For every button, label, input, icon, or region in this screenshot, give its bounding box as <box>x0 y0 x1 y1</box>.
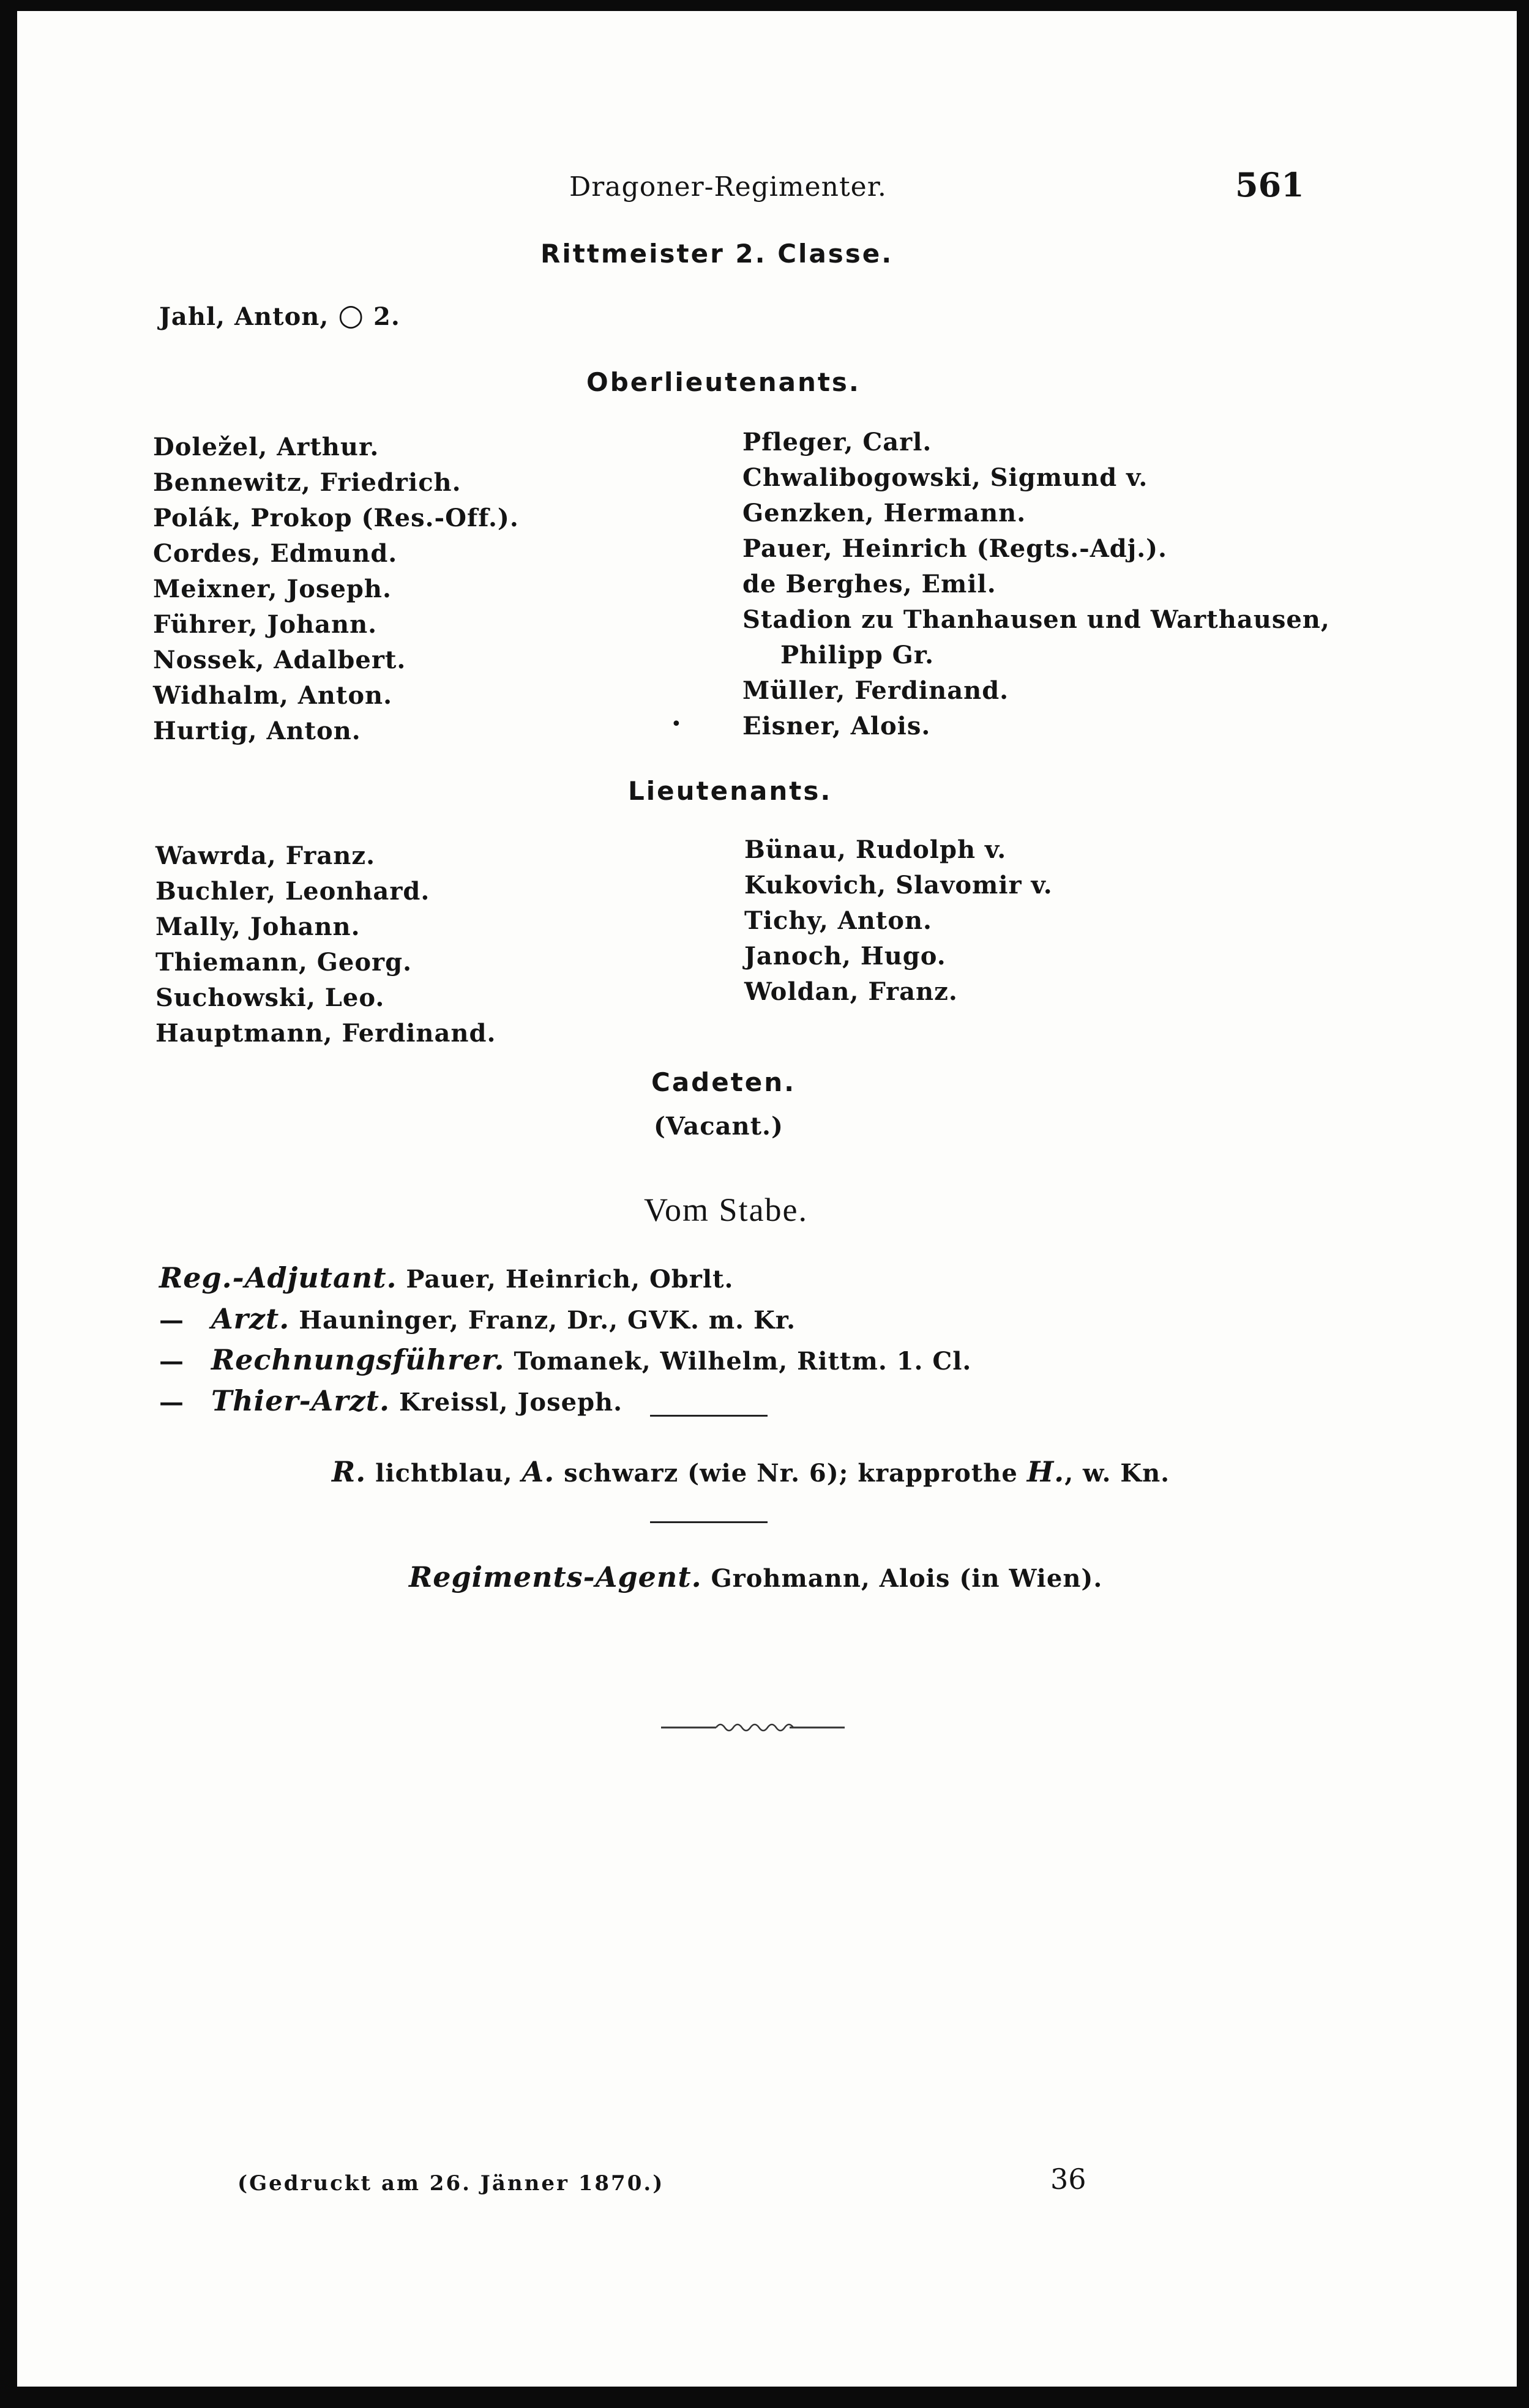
oberlieutenants-right-column <box>742 425 1330 744</box>
agent-label: Regiments-Agent. <box>409 1560 702 1594</box>
stab-name: Kreissl, Joseph. <box>398 1388 623 1417</box>
stab-role: Reg.-Adjutant. <box>159 1261 397 1294</box>
list-item: Bennewitz, Friedrich. <box>153 468 462 497</box>
list-item: Chwalibogowski, Sigmund v. <box>742 463 1148 492</box>
list-item: Führer, Johann. <box>153 610 378 639</box>
list-item: Mally, Johann. <box>155 912 361 941</box>
uniform-line <box>332 1454 1170 1491</box>
list-item: Polák, Prokop (Res.-Off.). <box>153 504 519 532</box>
stab-row <box>159 1299 971 1340</box>
circle-mark-icon: ○ <box>338 298 365 332</box>
list-item: Müller, Ferdinand. <box>742 676 1009 705</box>
stab-name: Pauer, Heinrich, Obrlt. <box>406 1265 734 1294</box>
list-item: de Berghes, Emil. <box>742 570 996 598</box>
section-heading-stab: Vom Stabe. <box>644 1191 809 1228</box>
list-item: Cordes, Edmund. <box>153 539 398 568</box>
uniform-h-letter: H. <box>1026 1455 1065 1488</box>
list-item: Stadion zu Thanhausen und Warthausen, <box>742 605 1330 634</box>
list-item: Widhalm, Anton. <box>153 681 393 710</box>
uniform-a-letter: A. <box>522 1455 555 1488</box>
uniform-a-text: schwarz (wie Nr. 6); krapprothe <box>555 1459 1027 1488</box>
running-head: Dragoner-Regimenter. <box>569 171 887 203</box>
list-item: Hurtig, Anton. <box>153 717 361 745</box>
list-item: Wawrda, Franz. <box>155 841 376 870</box>
dash-mark: — <box>159 1388 184 1417</box>
stab-role: Thier-Arzt. <box>211 1384 390 1417</box>
list-item: Buchler, Leonhard. <box>155 877 430 906</box>
stab-name: Tomanek, Wilhelm, Rittm. 1. Cl. <box>514 1347 972 1376</box>
document-page <box>17 11 1517 2387</box>
agent-text: Grohmann, Alois (in Wien). <box>701 1564 1103 1593</box>
entry-name: Jahl, Anton, <box>159 302 329 331</box>
list-item: Philipp Gr. <box>780 641 935 669</box>
uniform-r-letter: R. <box>332 1455 367 1488</box>
list-item: Pauer, Heinrich (Regts.-Adj.). <box>742 534 1167 563</box>
list-item: Woldan, Franz. <box>744 977 958 1006</box>
stab-role: Rechnungsführer. <box>211 1343 505 1376</box>
ornamental-flourish <box>661 1718 845 1737</box>
uniform-h-text: , w. Kn. <box>1064 1459 1170 1488</box>
stab-list <box>159 1258 971 1422</box>
list-item: Doležel, Arthur. <box>153 433 379 461</box>
list-item: Janoch, Hugo. <box>744 942 946 971</box>
print-date: (Gedruckt am 26. Jänner 1870.) <box>237 2171 665 2196</box>
lieutenants-left-column <box>155 838 496 1051</box>
list-item: Pfleger, Carl. <box>742 428 932 457</box>
signature-mark: 36 <box>1050 2163 1086 2196</box>
list-item: Nossek, Adalbert. <box>153 646 406 674</box>
lieutenants-right-column <box>744 832 1053 1010</box>
divider-rule <box>650 1521 768 1523</box>
entry-number: 2. <box>373 302 400 331</box>
list-item: Hauptmann, Ferdinand. <box>155 1019 496 1048</box>
list-item: Tichy, Anton. <box>744 906 932 935</box>
bullet-dot-icon: • <box>671 714 682 735</box>
rittmeister-entry <box>159 297 400 335</box>
section-heading-rittmeister: Rittmeister 2. Classe. <box>540 239 894 269</box>
list-item: Kukovich, Slavomir v. <box>744 871 1053 900</box>
cadeten-note: (Vacant.) <box>654 1112 783 1141</box>
list-item: Bünau, Rudolph v. <box>744 835 1007 864</box>
uniform-r-text: lichtblau, <box>366 1459 522 1488</box>
section-heading-cadeten: Cadeten. <box>651 1067 796 1097</box>
list-item: Eisner, Alois. <box>742 712 931 740</box>
section-heading-lieutenants: Lieutenants. <box>628 776 832 806</box>
stab-name: Hauninger, Franz, Dr., GVK. m. Kr. <box>299 1306 796 1335</box>
list-item: Thiemann, Georg. <box>155 948 413 977</box>
stab-role: Arzt. <box>211 1302 290 1335</box>
dash-mark: — <box>159 1306 184 1335</box>
stab-row <box>159 1381 971 1422</box>
regiments-agent-line <box>409 1559 1102 1597</box>
list-item: Suchowski, Leo. <box>155 983 385 1012</box>
dash-mark: — <box>159 1347 184 1376</box>
list-item: Genzken, Hermann. <box>742 499 1026 527</box>
stab-row <box>159 1258 971 1299</box>
stab-row <box>159 1340 971 1381</box>
page-number: 561 <box>1235 165 1304 204</box>
oberlieutenants-left-column <box>153 430 519 749</box>
list-item: Meixner, Joseph. <box>153 575 392 603</box>
section-heading-oberlieutenants: Oberlieutenants. <box>586 367 861 397</box>
divider-rule <box>650 1415 768 1417</box>
